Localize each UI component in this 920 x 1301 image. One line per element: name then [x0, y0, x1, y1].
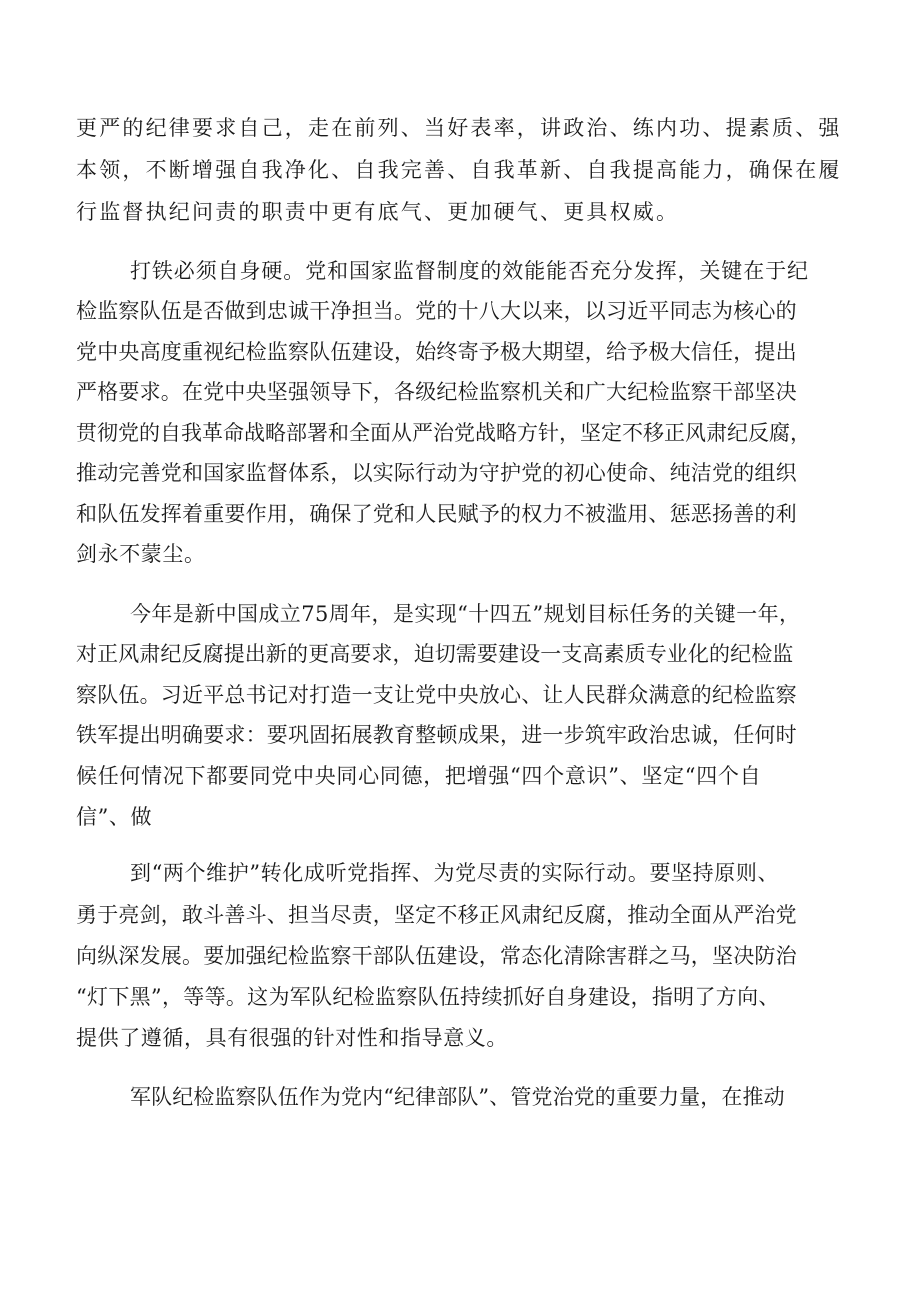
text-line: 行监督执纪问责的职责中更有底气、更加硬气、更具权威。	[76, 200, 680, 224]
text-line: 推动完善党和国家监督体系，以实际行动为守护党的初心使命、纯洁党的组织	[76, 461, 797, 485]
text-line: 更严的纪律要求自己，走在前列、当好表率，讲政治、练内功、提素质、强	[76, 116, 842, 140]
paragraph-first-line: 今年是新中国成立75周年，是实现“十四五”规划目标任务的关键一年，	[130, 602, 801, 626]
text-line: 勇于亮剑，敢斗善斗、担当尽责，坚定不移正风肃纪反腐，推动全面从严治党	[76, 903, 797, 927]
text-line: 向纵深发展。要加强纪检监察干部队伍建设，常态化清除害群之马，坚决防治	[76, 944, 797, 968]
text-line: 提供了遵循，具有很强的针对性和指导意义。	[76, 1026, 508, 1050]
text-line: 候任何情况下都要同党中央同心同德，把增强“四个意识”、坚定“四个自	[76, 764, 762, 788]
paragraph-first-line: 打铁必须自身硬。党和国家监督制度的效能能否充分发挥，关键在于纪	[130, 259, 809, 283]
text-line: 检监察队伍是否做到忠诚干净担当。党的十八大以来，以习近平同志为核心的	[76, 299, 797, 323]
paragraph-first-line: 到“两个维护”转化成听党指挥、为党尽责的实际行动。要坚持原则、	[130, 861, 780, 885]
text-line: 严格要求。在党中央坚强领导下，各级纪检监察机关和广大纪检监察干部坚决	[76, 380, 797, 404]
text-line: 和队伍发挥着重要作用，确保了党和人民赋予的权力不被滥用、惩恶扬善的利	[76, 502, 797, 526]
text-line: 察队伍。习近平总书记对打造一支让党中央放心、让人民群众满意的纪检监察	[76, 683, 797, 707]
text-line: 党中央高度重视纪检监察队伍建设，始终寄予极大期望，给予极大信任，提出	[76, 340, 797, 364]
text-line: 信”、做	[76, 805, 153, 829]
text-line: 本领，不断增强自我净化、自我完善、自我革新、自我提高能力，确保在履	[76, 158, 842, 182]
text-line: “灯下黑”，等等。这为军队纪检监察队伍持续抓好自身建设，指明了方向、	[76, 985, 780, 1009]
paragraph-first-line: 军队纪检监察队伍作为党内“纪律部队”、管党治党的重要力量，在推动	[130, 1085, 785, 1109]
text-line: 贯彻党的自我革命战略部署和全面从严治党战略方针，坚定不移正风肃纪反腐，	[76, 421, 811, 445]
text-line: 剑永不蒙尘。	[76, 542, 206, 566]
text-line: 对正风肃纪反腐提出新的更高要求，迫切需要建设一支高素质专业化的纪检监	[76, 642, 794, 666]
text-line: 铁军提出明确要求：要巩固拓展教育整顿成果，进一步筑牢政治忠诚，任何时	[76, 723, 797, 747]
